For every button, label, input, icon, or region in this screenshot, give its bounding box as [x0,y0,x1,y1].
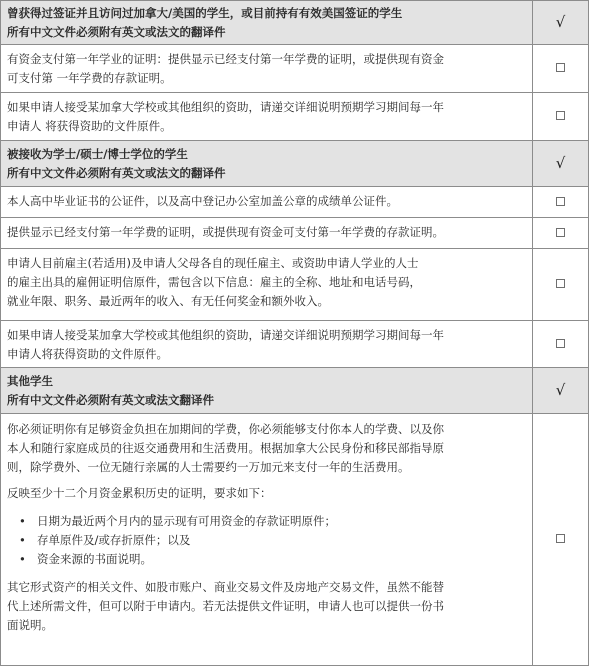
section-title [1,368,533,414]
section-check-cell [533,368,589,414]
requirement-line: 申请人 将获得资助的文件原件。 [7,119,172,133]
requirement-line: 本人高中毕业证书的公证件，以及高中登记办公室加盖公章的成绩单公证件。 [7,194,398,208]
requirement-line: 如果申请人接受某加拿大学校或其他组织的资助，请递交详细说明预期学习期间每一年 [7,100,444,114]
section-title-line: 曾获得过签证并且访问过加拿大/美国的学生，或目前持有有效美国签证的学生 [7,6,403,20]
requirement-row [1,414,589,666]
requirement-line: 申请人将获得资助的文件原件。 [7,347,168,361]
checkbox[interactable] [556,197,565,206]
checkmark-icon: √ [555,380,566,399]
paragraph-line: 你必须证明你有足够资金负担在加期间的学费，你必须能够支付你本人的学费、以及你 [7,422,444,436]
other-assets-paragraph [7,578,526,635]
requirement-text [1,249,533,321]
list-item: • 资金来源的书面说明。 [37,550,526,569]
section-title [1,1,533,45]
section-title [1,141,533,187]
paragraph-line: 则，除学费外、一位无随行亲属的人士需要约一万加元来支付一年的生活费用。 [7,460,410,474]
section-subtitle-line: 所有中文文件必须附有英文或法文的翻译件 [7,25,226,39]
requirement-row [1,249,589,321]
checkbox[interactable] [556,63,565,72]
funding-history-paragraph: 反映至少十二个月资金累积历史的证明，要求如下： [7,486,272,500]
requirement-line: 如果申请人接受某加拿大学校或其他组织的资助，请递交详细说明预期学习期间每一年 [7,328,444,342]
requirement-text [1,321,533,368]
checkbox[interactable] [556,228,565,237]
requirement-line: 就业年限、职务、最近两年的收入、有无任何奖金和额外收入。 [7,294,329,308]
checkmark-icon: √ [555,153,566,172]
requirement-text [1,218,533,249]
requirement-line: 申请人目前雇主(若适用)及申请人父母各自的现任雇主、或资助申请人学业的人士 [7,256,419,270]
checkbox[interactable] [556,279,565,288]
requirement-text [1,187,533,218]
checkbox[interactable] [556,339,565,348]
requirement-row [1,93,589,141]
requirement-text [1,93,533,141]
requirement-text [1,45,533,93]
section-check-cell [533,141,589,187]
section-header-degree-students [1,141,589,187]
requirement-line: 提供显示已经支付第一年学费的证明，或提供现有资金可支付第一年学费的存款证明。 [7,225,444,239]
requirement-row [1,321,589,368]
requirement-line: 的雇主出具的雇佣证明信原件，需包含以下信息：雇主的全称、地址和电话号码， [7,275,421,289]
section-subtitle-line: 所有中文文件必须附有英文或法文的翻译件 [7,166,226,180]
checkmark-icon: √ [555,12,566,31]
paragraph-line: 面说明。 [7,618,53,632]
paragraph-line: 代上述所需文件，但可以附于申请内。若无法提供文件证明，申请人也可以提供一份书 [7,599,444,613]
paragraph-line: 其它形式资产的相关文件、如股市账户、商业交易文件及房地产交易文件，虽然不能替 [7,580,444,594]
section-header-visa-holders [1,1,589,45]
requirement-row [1,45,589,93]
requirement-row [1,187,589,218]
checkbox[interactable] [556,111,565,120]
section-check-cell [533,1,589,45]
list-item: • 存单原件及/或存折原件；以及 [37,531,526,550]
requirement-row [1,218,589,249]
section-subtitle-line: 所有中文文件必须附有英文或法文翻译件 [7,393,214,407]
checkbox[interactable] [556,534,565,543]
section-title-line: 被接收为学士/硕士/博士学位的学生 [7,147,188,161]
section-header-other-students [1,368,589,414]
requirement-line: 有资金支付第一年学业的证明：提供显示已经支付第一年学费的证明，或提供现有资金 [7,52,444,66]
requirements-list [7,512,526,569]
funding-requirement-paragraph [7,420,526,477]
list-item: • 日期为最近两个月内的显示现有可用资金的存款证明原件； [37,512,526,531]
requirement-line: 可支付第 一年学费的存款证明。 [7,71,172,85]
section-title-line: 其他学生 [7,374,53,388]
paragraph-line: 本人和随行家庭成员的往返交通费用和生活费用。根据加拿大公民身份和移民部指导原 [7,441,444,455]
requirement-text [1,414,533,666]
